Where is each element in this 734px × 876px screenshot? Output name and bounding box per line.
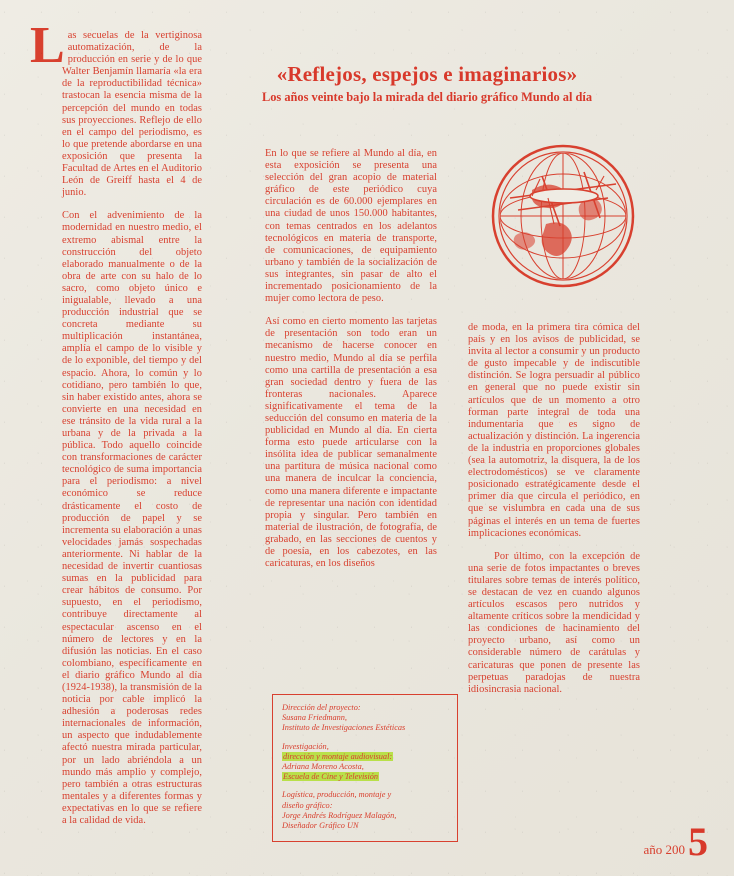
paragraph: Así como en cierto momento las tarjetas de presentación son todo eran un mecanismo de hacerse conocer en nuestro medio, Mundo al día se perfila como una cartilla de presentación a esa gran sociedad dentro y fuera de las fronteras nacionales. Aparece significativamente el tema de la seducción del consumo en materia de la publicidad en Mundo al día. En cierta forma esto puede articularse con la insólita idea de publicar semanalmente una partitura de música nacional como una manera de inculcar la conciencia, como una manera diferente e impactante de representar una nación con identidad propia y singular. Pero también en material de ilustración, de fotografía, de grabado, en las secciones de cuentos y de poesía, en los cabezotes, en las caricaturas, en los diseños	[265, 316, 437, 570]
year-number: 5	[688, 819, 708, 864]
credit-line-highlighted: Escuela de Cine y Televisión	[283, 772, 379, 782]
page-subtitle: Los años veinte bajo la mirada del diario gráfico Mundo al día	[261, 90, 593, 104]
footer-year	[643, 819, 708, 864]
credit-label: Investigación,	[282, 741, 329, 751]
year-label: año 200	[643, 842, 685, 857]
paragraph-text: as secuelas de la vertiginosa automatización, de la producción en serie y de lo que Walter Benjamín llamaría «la era de la reproductibilidad técnica» trastocan la esencia misma de la percepción del mundo en todas sus proyecciones. Reflejo de ello en el campo del periodismo, es lo que pretende abordarse en una exposición que presenta la Facultad de Artes en el Auditorio León de Greiff hasta el 4 de junio.	[62, 30, 202, 199]
credit-group	[282, 742, 448, 783]
credit-group	[282, 703, 448, 734]
paragraph: de moda, en la primera tira cómica del país y en los avisos de publicidad, se invita al lector a consumir y un producto de gusto impecable y de indiscutible distinción. Se logra persuadir al público en general que no puede existir sin artículos que de un momento a otro forman parte integral de toda una indumentaria que es signo de actualización y distinción. La ingerencia de la industria en proporciones globales (sea la automotriz, la disquera, la de los electrodomésticos) se ve claramente posicionado estratégicamente desde el primer día que circula el periódico, en que se vislumbra en cada una de sus páginas el interés en un tema de fuertes implicaciones económicas.	[468, 322, 640, 539]
credit-line: Adriana Moreno Acosta,	[282, 762, 364, 772]
paragraph	[30, 17, 202, 199]
drop-cap: L	[30, 17, 65, 74]
body-column-left	[30, 17, 202, 838]
body-column-right	[468, 322, 640, 707]
credit-line: Jorge Andrés Rodríguez Malagón,	[282, 810, 397, 820]
paragraph: Con el advenimiento de la modernidad en nuestro medio, el extremo abismal entre la construcción del objeto elaborado manualmente o de la obra de arte con su halo de lo sacro, como objeto único e inigualable, llevado a una producción industrial que se concreta mediante su multiplicación instantánea, amplía el campo de lo visible y de lo exponible, del tiempo y del espacio. Ahora, lo común y lo cotidiano, pero también lo que, sin haber existido antes, ahora se convierte en una necesidad en ese tránsito de la vida rural a la urbana y de la privada a la pública. Todo aquello coincide con transformaciones de carácter tecnológico de suma importancia para el periodismo: a nivel económico se reduce drásticamente el costo de producción de papel y se incrementa su elaboración a unas velocidades jamás sospechadas anteriormente. Ni hablar de la necesidad de invertir cuantiosas sumas en la publicidad para crear hábitos de consumo. Por supuesto, en el periodismo, contribuye directamente al espectacular ascenso en el número de lectores y en la difusión las noticias. En el caso colombiano, específicamente en el diario gráfico Mundo al día (1924-1938), la transmisión de la noticia por cable implicó la adhesión a poderosas redes internacionales de información, un aspecto que indudablemente afectó nuestra mirada particular, por un lado abriéndola a un mundo más amplio y complejo, pero también a otras estructuras mentales y a diferentes formas y expectativas en lo que se refiere a la calidad de vida.	[62, 210, 202, 826]
paragraph: En lo que se refiere al Mundo al día, en esta exposición se presenta una selección del gran acopio de material gráfico de este periódico cuya circulación es de 60.000 ejemplares en una ciudad de unos 150.000 habitantes, con temas centrados en los adelantos tecnológicos en materia de transporte, de comunicaciones, de equipamiento urbano y también de la socialización de sus integrantes, sin pasar de alto el incrementado posicionamiento de la mujer como lectora de peso.	[265, 148, 437, 305]
page-title: «Reflejos, espejos e imaginarios»	[276, 62, 578, 86]
credit-line: Instituto de Investigaciones Estéticas	[282, 723, 406, 733]
globe-airplane-emblem	[488, 140, 638, 292]
credits-box	[272, 694, 458, 842]
credit-line-highlighted: dirección y montaje audiovisual:	[283, 751, 393, 761]
credit-line: Susana Friedmann,	[282, 713, 347, 723]
credit-label: Dirección del proyecto:	[282, 703, 361, 712]
credit-line: diseño gráfico:	[282, 800, 333, 810]
title-block	[222, 62, 632, 105]
credit-group	[282, 790, 448, 831]
credit-label: Logística, producción, montaje y	[282, 790, 392, 800]
paragraph: Por último, con la excepción de una serie de fotos impactantes o breves titulares sobre temas de interés político, se destacan de vez en cuando algunos artículos escasos pero nutridos y altamente críticos sobre la mendicidad y las condiciones de hacinamiento del proyecto urbano, así como un considerable número de carátulas y caricaturas que ponen de presente las perpetuas paradojas de nuestra idiosincrasia nacional.	[468, 550, 640, 695]
credit-line: Diseñador Gráfico UN	[282, 821, 359, 831]
body-column-middle	[265, 148, 437, 581]
